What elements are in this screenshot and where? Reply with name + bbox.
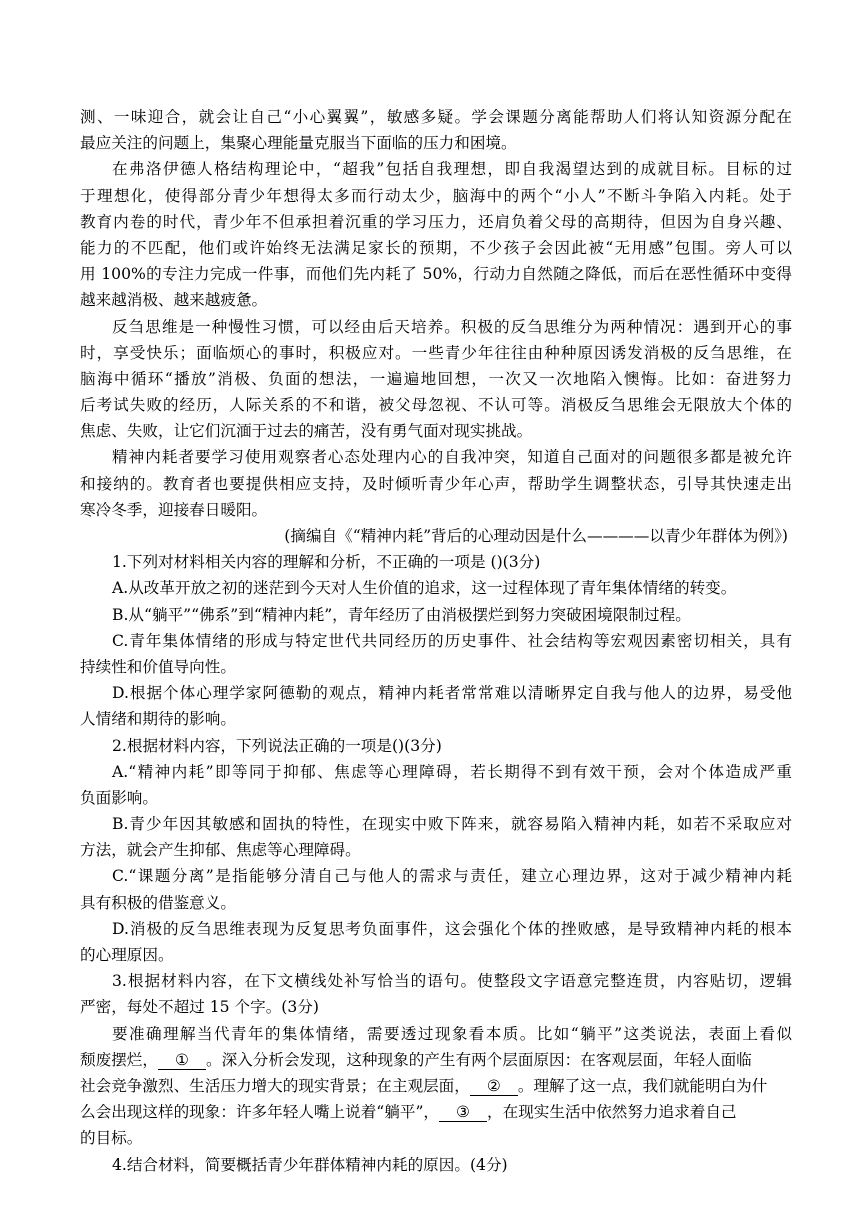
question-1-option-d-cont: 人情绪和期待的影响。: [80, 710, 236, 729]
question-3-stem-cont: 严密，每处不超过 15 个字。(3分): [80, 998, 319, 1017]
question-1-option-d: D.根据个体心理学家阿德勒的观点，精神内耗者常常难以清晰界定自我与他人的边界，易受他: [112, 684, 792, 703]
paragraph-line: 在弗洛伊德人格结构理论中，“超我”包括自我理想，即自我渴望达到的成就目标。目标的过: [112, 160, 792, 179]
question-1-option-c-cont: 持续性和价值导向性。: [80, 657, 236, 676]
answer-blank-3[interactable]: ③: [439, 1103, 487, 1122]
passage-text: 。理解了这一点，我们就能明白为什: [517, 1076, 768, 1095]
answer-blank-2[interactable]: ②: [470, 1077, 518, 1096]
question-2-option-b: B.青少年因其敏感和固执的特性，在现实中败下阵来，就容易陷入精神内耗，如若不采取应对: [112, 815, 792, 834]
paragraph-line: 寒冷冬季，迎接春日暖阳。: [80, 500, 268, 519]
question-3-passage-line: 要准确理解当代青年的集体情绪，需要透过现象看本质。比如“躺平”这类说法，表面上看似: [112, 1024, 792, 1043]
paragraph-line: 于理想化，使得部分青少年想得太多而行动太少，脑海中的两个“小人”不断斗争陷入内耗。处于: [80, 186, 792, 205]
source-citation: (摘编自《“精神内耗”背后的心理动因是什么————以青少年群体为例》): [284, 527, 788, 545]
question-1-option-c: C.青年集体情绪的形成与特定世代共同经历的历史事件、社会结构等宏观因素密切相关，具有: [112, 631, 792, 650]
passage-text: 。深入分析会发现，这种现象的产生有两个层面原因：在客观层面，年轻人面临: [205, 1050, 752, 1069]
passage-text: 么会出现这样的现象：许多年轻人嘴上说着“躺平”，: [80, 1103, 440, 1122]
question-2-stem: 2.根据材料内容，下列说法正确的一项是()(3分): [112, 736, 442, 755]
paragraph-line: 时，享受快乐；面临烦心的事时，积极应对。一些青少年往往由种种原因诱发消极的反刍思维，在: [80, 343, 792, 362]
paragraph-line: 越来越消极、越来越疲惫。: [80, 291, 268, 310]
paragraph-line: 焦虑、失败，让它们沉湎于过去的痛苦，没有勇气面对现实挑战。: [80, 422, 533, 441]
document-page: [80, 104, 792, 1178]
passage-text: 颓废摆烂，: [80, 1050, 158, 1069]
question-2-option-b-cont: 方法，就会产生抑郁、焦虑等心理障碍。: [80, 841, 361, 860]
question-2-option-a: A.“精神内耗”即等同于抑郁、焦虑等心理障碍，若长期得不到有效干预，会对个体造成严重: [112, 762, 792, 781]
question-3-stem: 3.根据材料内容，在下文横线处补写恰当的语句。使整段文字语意完整连贯，内容贴切，逻辑: [112, 972, 792, 991]
paragraph-line: 反刍思维是一种慢性习惯，可以经由后天培养。积极的反刍思维分为两种情况：遇到开心的事: [112, 317, 792, 336]
paragraph-line: 测、一味迎合，就会让自己“小心翼翼”，敏感多疑。学会课题分离能帮助人们将认知资源分配在: [80, 108, 792, 126]
question-2-option-c: C.“课题分离”是指能够分清自己与他人的需求与责任，建立心理边界，这对于减少精神内耗: [112, 867, 792, 886]
passage-text: 社会竞争激烈、生活压力增大的现实背景；在主观层面，: [80, 1076, 470, 1095]
paragraph-line: 能力的不匹配，他们或许始终无法满足家长的预期，不少孩子会因此被“无用感”包围。旁人可以: [80, 238, 792, 257]
paragraph-line: 脑海中循环“播放”消极、负面的想法，一遍遍地回想，一次又一次地陷入懊悔。比如：奋进努力: [80, 369, 792, 388]
question-2-option-d-cont: 的心理原因。: [80, 946, 174, 964]
question-2-option-a-cont: 负面影响。: [80, 788, 158, 807]
paragraph-line: 精神内耗者要学习使用观察者心态处理内心的自我冲突，知道自己面对的问题很多都是被允许: [112, 448, 792, 467]
paragraph-line: 用 100%的专注力完成一件事，而他们先内耗了 50%，行动力自然随之降低，而后在恶性循环中变得: [80, 265, 792, 284]
question-4-stem: 4.结合材料，简要概括青少年群体精神内耗的原因。(4分): [112, 1155, 508, 1174]
question-2-option-d: D.消极的反刍思维表现为反复思考负面事件，这会强化个体的挫败感，是导致精神内耗的根本: [112, 919, 792, 938]
question-3-passage-line: 的目标。: [80, 1129, 143, 1148]
paragraph-line: 最应关注的问题上，集聚心理能量克服当下面临的压力和困境。: [80, 134, 517, 153]
paragraph-line: 教育内卷的时代，青少年不但承担着沉重的学习压力，还肩负着父母的高期待，但因为自身兴趣、: [80, 212, 792, 231]
question-1-option-a: A.从改革开放之初的迷茫到今天对人生价值的追求，这一过程体现了青年集体情绪的转变。: [112, 579, 737, 598]
paragraph-line: 后考试失败的经历，人际关系的不和谐，被父母忽视、不认可等。消极反刍思维会无限放大个体的: [80, 396, 792, 415]
question-2-option-c-cont: 具有积极的借鉴意义。: [80, 893, 236, 912]
question-3-passage-line: [80, 1047, 792, 1073]
question-3-passage-line: [80, 1099, 792, 1125]
question-1-option-b: B.从“躺平”“佛系”到“精神内耗”，青年经历了由消极摆烂到努力突破困境限制过程。: [112, 605, 691, 624]
question-1-stem: 1.下列对材料相关内容的理解和分析，不正确的一项是 ()(3分): [112, 553, 541, 572]
answer-blank-1[interactable]: ①: [158, 1051, 206, 1070]
question-3-passage-line: [80, 1073, 792, 1099]
passage-text: ，在现实生活中依然努力追求着自己: [487, 1103, 737, 1122]
paragraph-line: 和接纳的。教育者也要提供相应支持，及时倾听青少年心声，帮助学生调整状态，引导其快速走出: [80, 474, 792, 493]
